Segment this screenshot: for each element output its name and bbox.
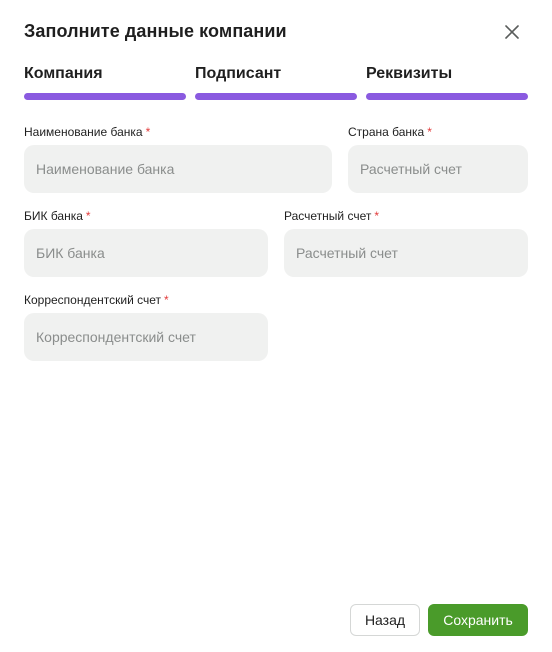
- bik-label: БИК банка *: [24, 209, 91, 223]
- bank-country-input[interactable]: [348, 145, 528, 193]
- settlement-account-label: Расчетный счет *: [284, 209, 380, 223]
- step-company[interactable]: [24, 64, 186, 100]
- step-requisites[interactable]: [366, 64, 528, 100]
- settlement-account-input[interactable]: [284, 229, 528, 277]
- required-mark: *: [427, 125, 432, 139]
- step-progress-bar: [366, 93, 528, 100]
- settlement-account-field: [284, 209, 528, 277]
- bank-country-label: Страна банка *: [348, 125, 432, 139]
- step-label: Реквизиты: [366, 65, 453, 82]
- close-button[interactable]: [500, 20, 524, 44]
- required-mark: *: [145, 125, 151, 139]
- stepper: [24, 64, 528, 100]
- step-signatory[interactable]: [195, 64, 357, 100]
- save-button[interactable]: Сохранить: [428, 604, 528, 636]
- bank-name-label: Наименование банка *: [24, 125, 151, 139]
- dialog-title: Заполните данные компании: [24, 21, 287, 41]
- correspondent-account-field: [24, 293, 268, 361]
- step-progress-bar: [24, 93, 186, 100]
- bik-input[interactable]: [24, 229, 268, 277]
- bank-name-input[interactable]: [24, 145, 332, 193]
- step-label: Компания: [24, 65, 103, 82]
- bank-name-field: [24, 125, 332, 193]
- back-button[interactable]: Назад: [350, 604, 420, 636]
- step-label: Подписант: [195, 65, 282, 82]
- bik-field: [24, 209, 268, 277]
- required-mark: *: [85, 209, 91, 223]
- required-mark: *: [164, 293, 169, 307]
- step-progress-bar: [195, 93, 357, 100]
- correspondent-account-label: Корреспондентский счет *: [24, 293, 169, 307]
- required-mark: *: [374, 209, 380, 223]
- bank-country-field: [348, 125, 528, 193]
- close-icon: [505, 25, 519, 39]
- correspondent-account-input[interactable]: [24, 313, 268, 361]
